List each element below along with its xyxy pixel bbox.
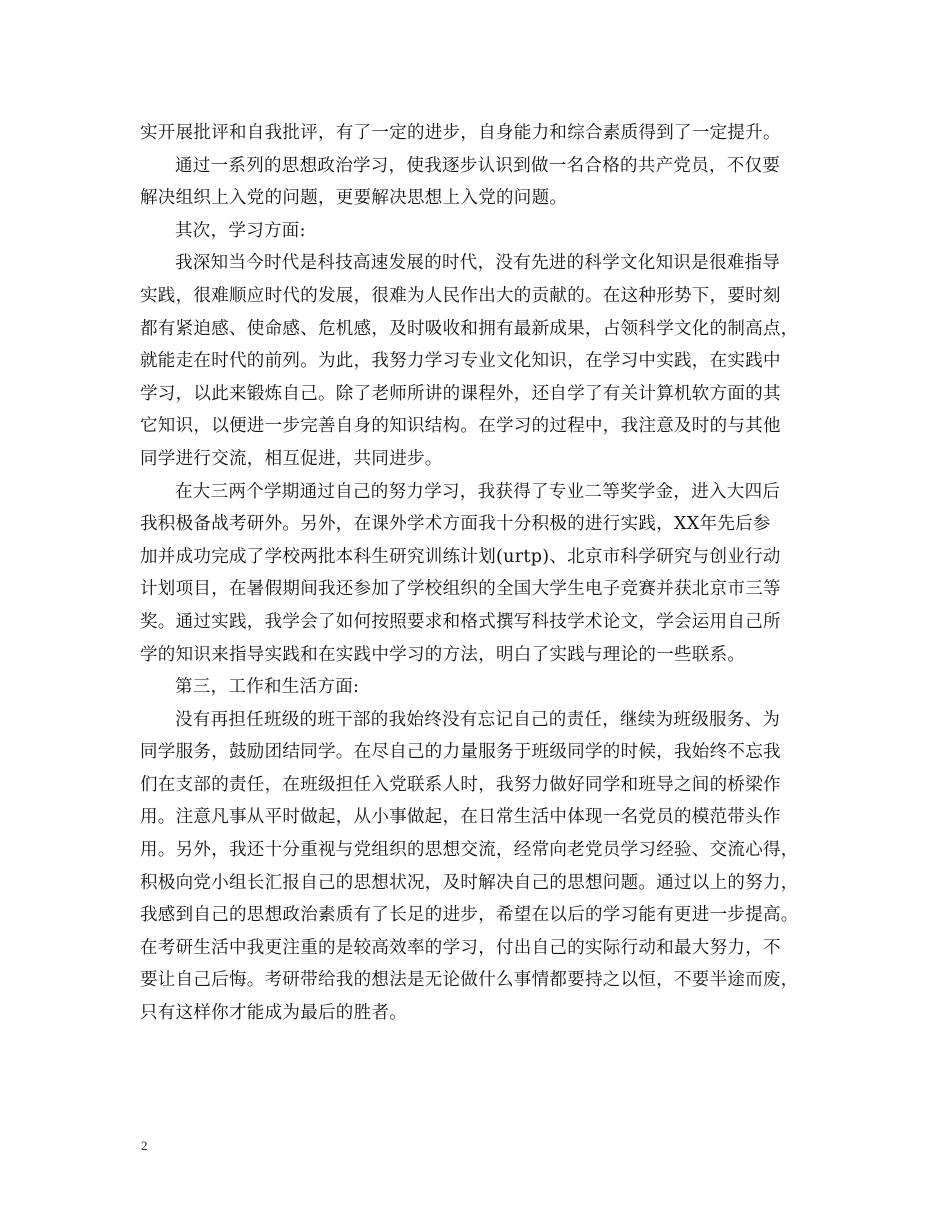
text-line: 我深知当今时代是科技高速发展的时代，没有先进的科学文化知识是很难指导 — [175, 253, 781, 274]
text-line: 解决组织上入党的问题，更要解决思想上入党的问题。 — [140, 188, 568, 209]
text-line: 在大三两个学期通过自己的努力学习，我获得了专业二等奖学金，进入大四后 — [175, 481, 781, 502]
text-line: 们在支部的责任，在班级担任入党联系人时，我努力做好同学和班导之间的桥梁作 — [140, 774, 781, 795]
text-line: 用。注意凡事从平时做起，从小事做起，在日常生活中体现一名党员的模范带头作 — [140, 807, 781, 828]
text-line: 第三，工作和生活方面: — [175, 677, 360, 698]
text-line: 要让自己后悔。考研带给我的想法是无论做什么事情都要持之以恒，不要半途而废， — [140, 970, 799, 991]
text-line: 通过一系列的思想政治学习，使我逐步认识到做一名合格的共产党员，不仅要 — [175, 155, 781, 176]
text-line: 同学进行交流，相互促进，共同进步。 — [140, 448, 443, 469]
page-number: 2 — [141, 1138, 148, 1153]
text-line: 实践，很难顺应时代的发展，很难为人民作出大的贡献的。在这种形势下，要时刻 — [140, 285, 781, 306]
text-line: 奖。通过实践，我学会了如何按照要求和格式撰写科技学术论文，学会运用自己所 — [140, 611, 781, 632]
text-line: 学习，以此来锻炼自己。除了老师所讲的课程外，还自学了有关计算机软方面的其 — [140, 383, 781, 404]
document-body — [140, 117, 820, 1030]
text-line: 学的知识来指导实践和在实践中学习的方法，明白了实践与理论的一些联系。 — [140, 644, 746, 665]
text-line: 我感到自己的思想政治素质有了长足的进步，希望在以后的学习能有更进一步提高。 — [140, 905, 799, 926]
text-line: 只有这样你才能成为最后的胜者。 — [140, 1003, 407, 1024]
text-line: 我积极备战考研外。另外，在课外学术方面我十分积极的进行实践，XX年先后参 — [140, 514, 771, 535]
text-line: 都有紧迫感、使命感、危机感，及时吸收和拥有最新成果，占领科学文化的制高点， — [140, 318, 799, 339]
text-line: 没有再担任班级的班干部的我始终没有忘记自己的责任，继续为班级服务、为 — [175, 709, 781, 730]
text-line: 实开展批评和自我批评，有了一定的进步，自身能力和综合素质得到了一定提升。 — [140, 123, 781, 143]
text-line: 用。另外，我还十分重视与党组织的思想交流，经常向老党员学习经验、交流心得， — [140, 840, 799, 861]
text-line: 积极向党小组长汇报自己的思想状况，及时解决自己的思想问题。通过以上的努力， — [140, 872, 799, 893]
text-line: 同学服务，鼓励团结同学。在尽自己的力量服务于班级同学的时候，我始终不忘我 — [140, 742, 781, 763]
text-line: 加并成功完成了学校两批本科生研究训练计划(urtp)、北京市科学研究与创业行动 — [140, 546, 781, 567]
text-line: 其次，学习方面: — [175, 220, 306, 241]
text-line: 在考研生活中我更注重的是较高效率的学习，付出自己的实际行动和最大努力，不 — [140, 937, 781, 958]
text-line: 计划项目，在暑假期间我还参加了学校组织的全国大学生电子竞赛并获北京市三等 — [140, 579, 781, 600]
text-line: 就能走在时代的前列。为此，我努力学习专业文化知识，在学习中实践，在实践中 — [140, 351, 781, 372]
text-line: 它知识，以便进一步完善自身的知识结构。在学习的过程中，我注意及时的与其他 — [140, 416, 781, 437]
